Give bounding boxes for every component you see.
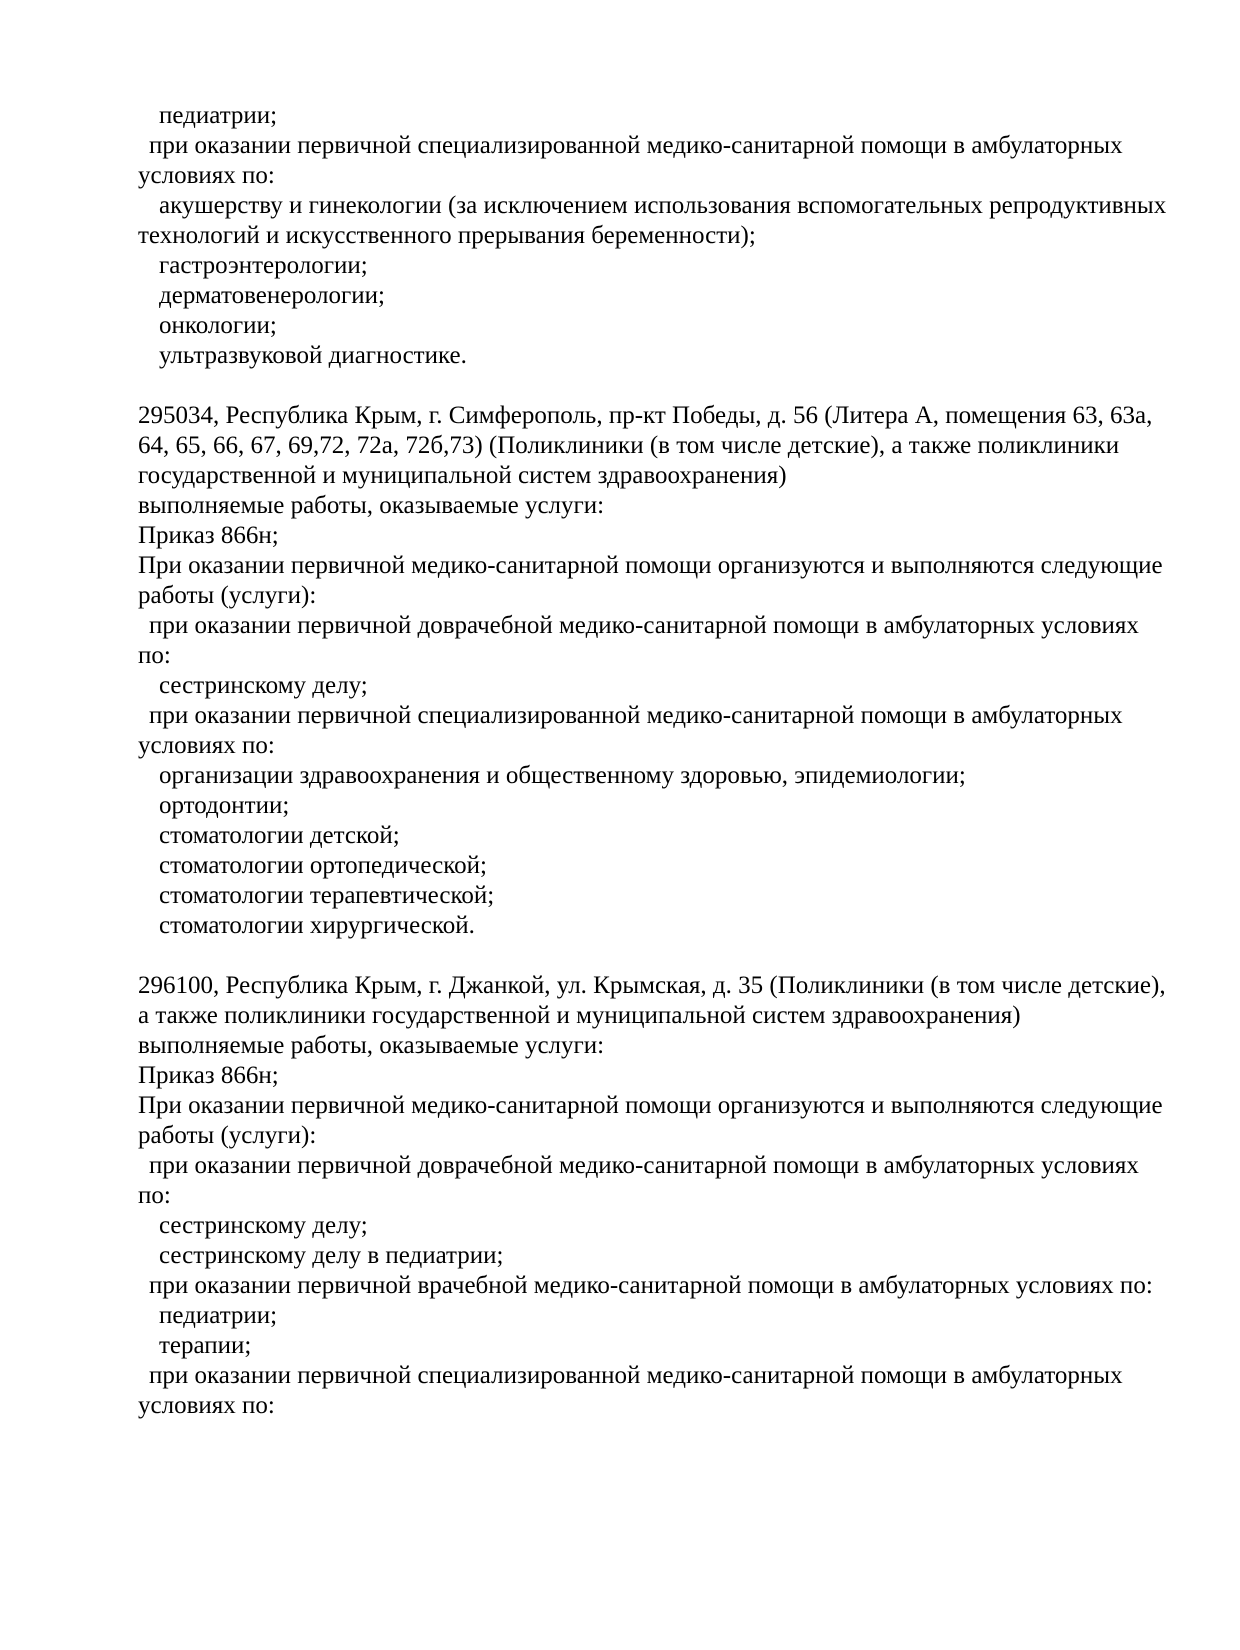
text-line: стоматологии терапевтической; xyxy=(159,882,495,909)
text-line: ультразвуковой диагностике. xyxy=(159,342,467,369)
text-line: ортодонтии; xyxy=(159,792,290,819)
text-line: стоматологии хирургической. xyxy=(159,912,475,939)
text-line: педиатрии; xyxy=(159,1302,278,1329)
text-line: работы (услуги): xyxy=(138,1122,317,1149)
text-line: терапии; xyxy=(159,1332,252,1359)
license-address-block-296100-dzhankoy xyxy=(138,971,1200,1421)
text-line: сестринскому делу; xyxy=(159,1212,368,1239)
text-line: При оказании первичной медико-санитарной помощи организуются и выполняются следующие xyxy=(138,552,1163,579)
document-text xyxy=(138,101,1200,1421)
text-line: акушерству и гинекологии (за исключением использования вспомогательных репродуктивных xyxy=(159,192,1167,219)
text-line: технологий и искусственного прерывания беременности); xyxy=(138,222,756,249)
text-line: при оказании первичной специализированной медико-санитарной помощи в амбулаторных xyxy=(149,132,1123,159)
text-line: при оказании первичной врачебной медико-санитарной помощи в амбулаторных условиях по: xyxy=(149,1272,1153,1299)
text-line: педиатрии; xyxy=(159,102,278,129)
text-line: при оказании первичной специализированной медико-санитарной помощи в амбулаторных xyxy=(149,702,1123,729)
text-line: по: xyxy=(138,1182,171,1209)
text-line: Приказ 866н; xyxy=(138,1062,279,1089)
text-line: условиях по: xyxy=(138,732,275,759)
text-line: выполняемые работы, оказываемые услуги: xyxy=(138,1032,605,1059)
text-line: работы (услуги): xyxy=(138,582,317,609)
text-line: а также поликлиники государственной и муниципальной систем здравоохранения) xyxy=(138,1002,1021,1029)
text-line: 296100, Республика Крым, г. Джанкой, ул. Крымская, д. 35 (Поликлиники (в том числе детские), xyxy=(138,972,1166,999)
text-line: сестринскому делу; xyxy=(159,672,368,699)
text-line: при оказании первичной специализированной медико-санитарной помощи в амбулаторных xyxy=(149,1362,1123,1389)
text-line: онкологии; xyxy=(159,312,277,339)
text-line: Приказ 866н; xyxy=(138,522,279,549)
text-line: условиях по: xyxy=(138,162,275,189)
text-line: организации здравоохранения и общественному здоровью, эпидемиологии; xyxy=(159,762,966,789)
text-line: по: xyxy=(138,642,171,669)
text-line: выполняемые работы, оказываемые услуги: xyxy=(138,492,605,519)
license-address-block-295034-simferopol xyxy=(138,401,1200,941)
text-line: стоматологии детской; xyxy=(159,822,400,849)
text-line: государственной и муниципальной систем здравоохранения) xyxy=(138,462,787,489)
text-line: 64, 65, 66, 67, 69,72, 72а, 72б,73) (Поликлиники (в том числе детские), а также поликлиники xyxy=(138,432,1120,459)
text-line: при оказании первичной доврачебной медико-санитарной помощи в амбулаторных условиях xyxy=(149,1152,1139,1179)
text-line: 295034, Республика Крым, г. Симферополь, пр-кт Победы, д. 56 (Литера А, помещения 63, 63а, xyxy=(138,402,1153,429)
text-line: стоматологии ортопедической; xyxy=(159,852,487,879)
text-line: условиях по: xyxy=(138,1392,275,1419)
text-line: дерматовенерологии; xyxy=(159,282,385,309)
text-line: при оказании первичной доврачебной медико-санитарной помощи в амбулаторных условиях xyxy=(149,612,1139,639)
text-line: При оказании первичной медико-санитарной помощи организуются и выполняются следующие xyxy=(138,1092,1163,1119)
text-line: гастроэнтерологии; xyxy=(159,252,368,279)
text-line: сестринскому делу в педиатрии; xyxy=(159,1242,504,1269)
services-list-continued-block xyxy=(138,101,1200,371)
